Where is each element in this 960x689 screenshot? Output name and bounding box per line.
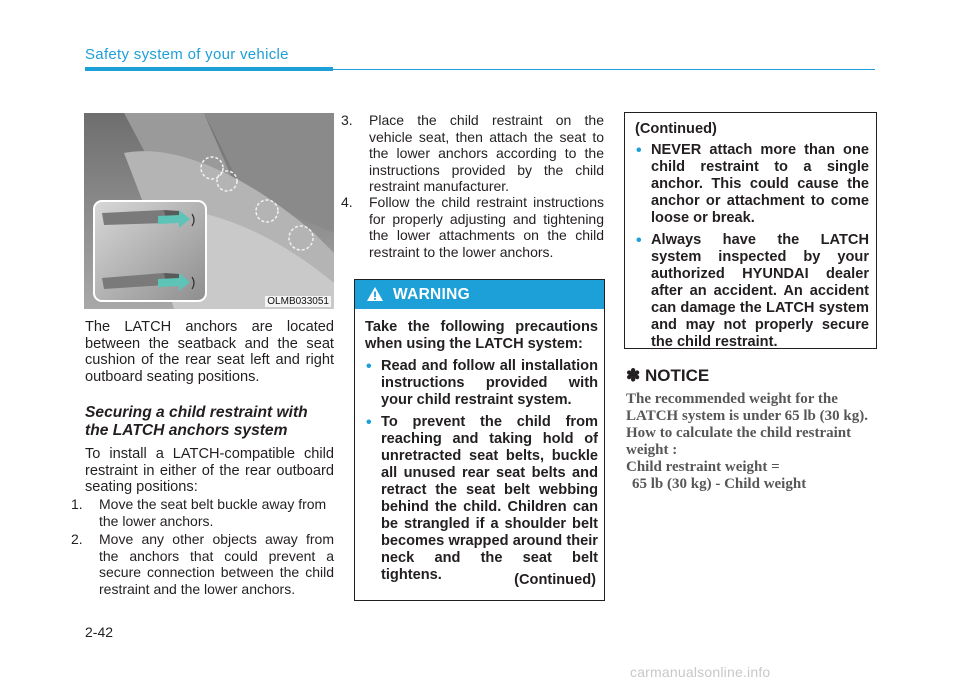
bullet-text: To prevent the child from reaching and taking hold of unretracted seat belts, buckle all unused rear seat belts and retract the seat belt webbing behind the child. Children can be strangled if a shoulder belt becomes wrapped around their neck and the seat belt tightens. [381, 414, 598, 583]
step-text: Place the child restraint on the vehicle seat, then attach the seat to the lower anchors according to the instructions provided by the child restraint manufacturer. [369, 112, 604, 194]
step-number: 3. [341, 112, 353, 128]
step-text: Follow the child restraint instructions for properly adjusting and tightening the lower attachments on the child restraint to the lower anchors. [369, 194, 604, 260]
warning-intro: Take the following precautions when using the LATCH system: [365, 319, 598, 352]
bullet-text: NEVER attach more than one child restraint to a single anchor. This could cause the anchor or attachment to come loose or break. [651, 142, 869, 226]
header-rule [333, 69, 875, 70]
notice-heading [626, 366, 709, 386]
continued-bullets [635, 139, 869, 351]
step-text: Move any other objects away from the anchors that could prevent a secure connection between the child restraint and the lower anchors. [99, 531, 334, 597]
notice-title: NOTICE [644, 366, 710, 385]
bullet-dot: • [636, 232, 642, 249]
warning-header [355, 280, 604, 309]
bullet-text: Read and follow all installation instructions provided with your child restraint system. [381, 358, 598, 408]
step-1 [71, 496, 334, 529]
step-3 [341, 112, 604, 195]
page-number: 2-42 [85, 624, 114, 640]
warning-bullet [365, 414, 598, 584]
notice-line: 65 lb (30 kg) - Child weight [632, 476, 807, 492]
continued-box [624, 112, 877, 349]
rear-seat-illustration [84, 113, 334, 309]
step-4 [341, 194, 604, 260]
notice-line: The recommended weight for the LATCH system is under 65 lb (30 kg). [626, 391, 868, 424]
notice-line: Child restraint weight = [626, 459, 780, 475]
bullet-text: Always have the LATCH system inspected by your authorized HYUNDAI dealer after an accident. An accident can damage the LATCH system and may not properly secure the child restraint. [651, 232, 869, 350]
step-number: 1. [71, 496, 83, 512]
step-text: Move the seat belt buckle away from the lower anchors. [99, 496, 327, 529]
continued-bullet [635, 232, 869, 351]
watermark: carmanualsonline.info [630, 664, 771, 680]
notice-body [626, 391, 878, 493]
warning-title: WARNING [393, 286, 471, 303]
section-title: Safety system of your vehicle [85, 46, 289, 63]
latch-anchor-figure [84, 113, 334, 309]
lead-paragraph: To install a LATCH-compatible child restraint in either of the rear outboard seating positions: [85, 446, 334, 496]
warning-bullet [365, 358, 598, 409]
intro-paragraph: The LATCH anchors are located between the seatback and the seat cushion of the rear seat left and right outboard seating positions. [85, 319, 334, 385]
step-number: 4. [341, 194, 353, 210]
bullet-dot: • [366, 414, 372, 431]
continued-heading: (Continued) [635, 121, 717, 137]
warning-box [354, 279, 605, 601]
warning-bullets [365, 355, 598, 584]
bullet-dot: • [636, 142, 642, 159]
step-2 [71, 531, 334, 597]
continued-bullet [635, 142, 869, 227]
step-number: 2. [71, 531, 83, 547]
warning-continued: (Continued) [514, 572, 596, 588]
notice-star-icon: ✽ [626, 366, 641, 385]
notice-line: How to calculate the child restraint weight : [626, 425, 852, 458]
subheading: Securing a child restraint with the LATCH anchors system [85, 404, 308, 439]
figure-code: OLMB033051 [267, 296, 329, 307]
warning-triangle-icon [366, 286, 384, 302]
header-accent-bar [85, 67, 333, 71]
bullet-dot: • [366, 358, 372, 375]
